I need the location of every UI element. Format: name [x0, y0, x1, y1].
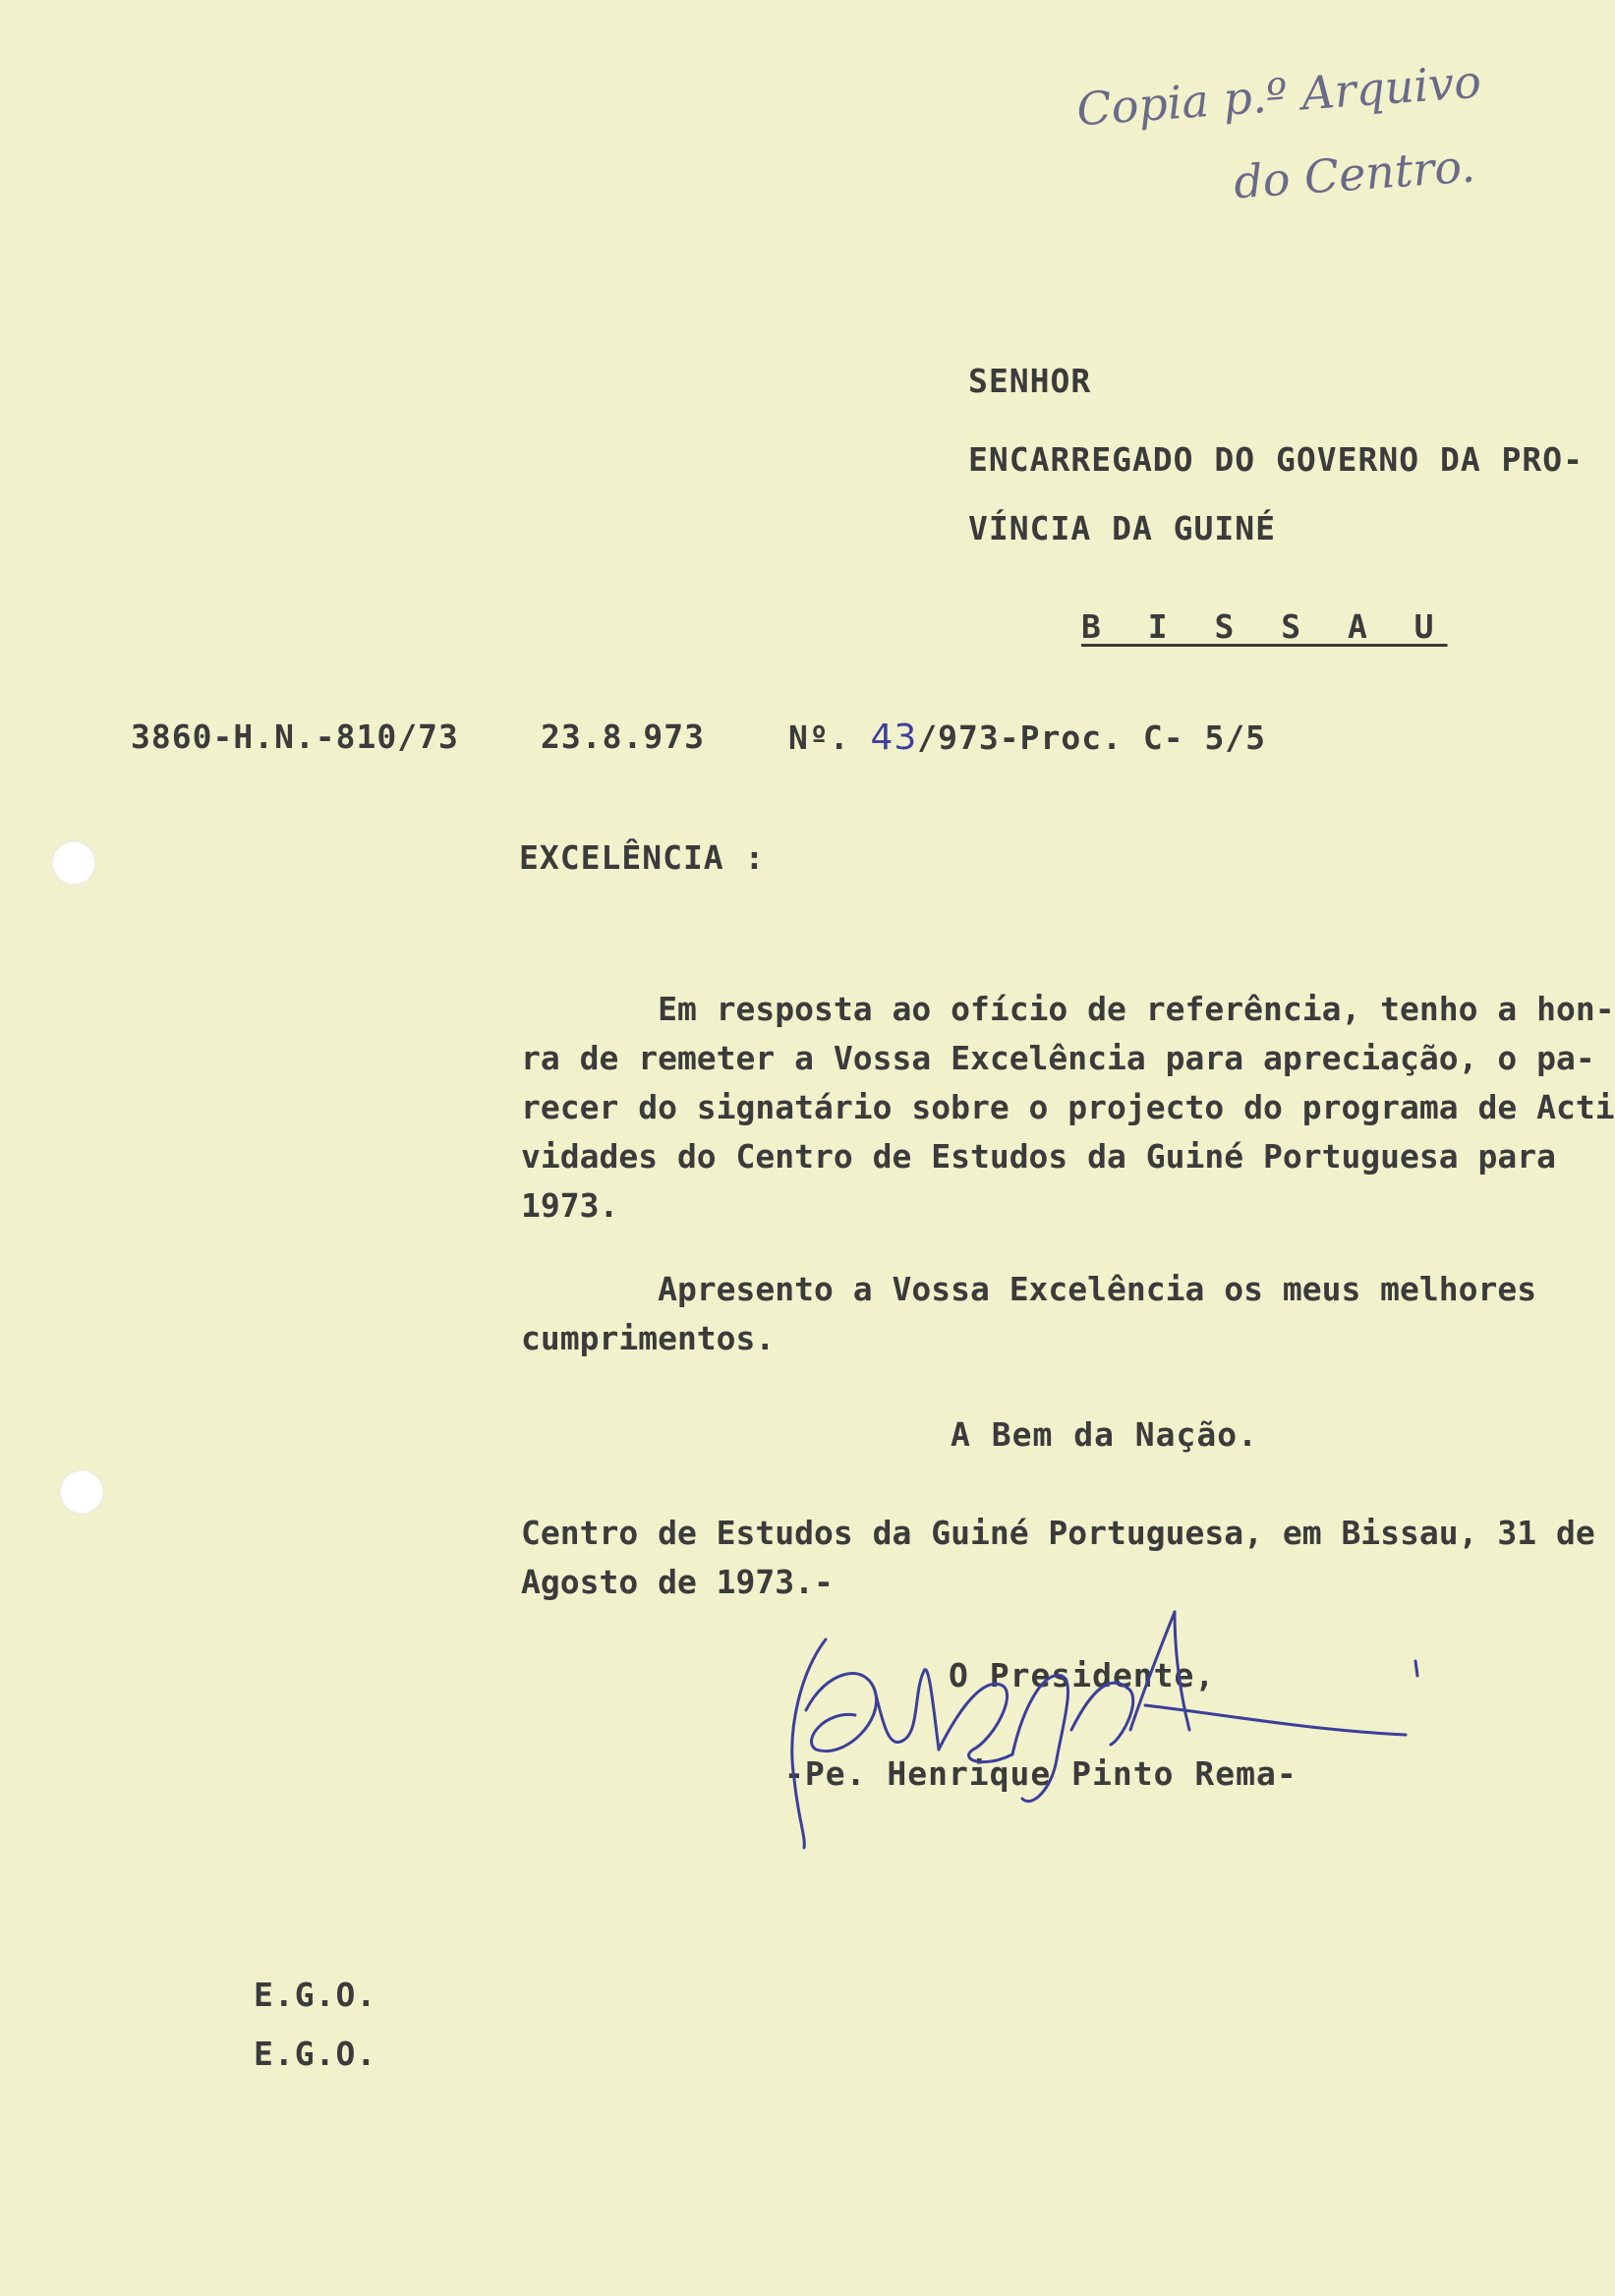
- paragraph-1-line: ra de remeter a Vossa Excelência para apreciação, o pa-: [521, 1039, 1595, 1077]
- paragraph-2-line: cumprimentos.: [521, 1319, 776, 1357]
- handwritten-note-line1: Copia p.º Arquivo: [1074, 54, 1483, 137]
- reference-number-handwritten: 43: [870, 718, 918, 758]
- reference-number-prefix: Nº.: [788, 718, 850, 757]
- greeting: EXCELÊNCIA :: [519, 838, 766, 877]
- addressee-title-line1: ENCARREGADO DO GOVERNO DA PRO-: [968, 440, 1585, 479]
- paragraph-1-line: recer do signatário sobre o projecto do programa de Acti: [521, 1088, 1615, 1126]
- place-date-line: Centro de Estudos da Guiné Portuguesa, em Bissau, 31 de: [521, 1514, 1595, 1552]
- paragraph-2-line: Apresento a Vossa Excelência os meus melhores: [521, 1270, 1537, 1308]
- signature-name: -Pe. Henrique Pinto Rema-: [784, 1754, 1298, 1793]
- addressee-title-line2: VÍNCIA DA GUINÉ: [968, 509, 1277, 547]
- footer-copy-1: E.G.O.: [254, 1976, 377, 2014]
- reference-code: 3860-H.N.-810/73: [131, 718, 459, 756]
- handwritten-note-line2: do Centro.: [1232, 139, 1477, 209]
- reference-date: 23.8.973: [541, 718, 705, 756]
- addressee-salutation: SENHOR: [968, 362, 1092, 400]
- closing: A Bem da Nação.: [951, 1415, 1259, 1454]
- paragraph-1-line: vidades do Centro de Estudos da Guiné Portuguesa para: [521, 1137, 1556, 1176]
- reference-number: [788, 718, 1266, 758]
- paragraph-1-line: 1973.: [521, 1186, 619, 1225]
- place-date-line: Agosto de 1973.-: [521, 1563, 834, 1601]
- punch-hole-top: [51, 840, 96, 886]
- addressee-city: B I S S A U: [1081, 607, 1448, 646]
- paragraph-1-line: Em resposta ao ofício de referência, tenho a hon-: [521, 990, 1615, 1028]
- punch-hole-bottom: [59, 1469, 104, 1515]
- signature-role: O Presidente,: [949, 1656, 1216, 1694]
- footer-copy-2: E.G.O.: [254, 2035, 377, 2073]
- reference-number-suffix: /973-Proc. C- 5/5: [917, 718, 1267, 757]
